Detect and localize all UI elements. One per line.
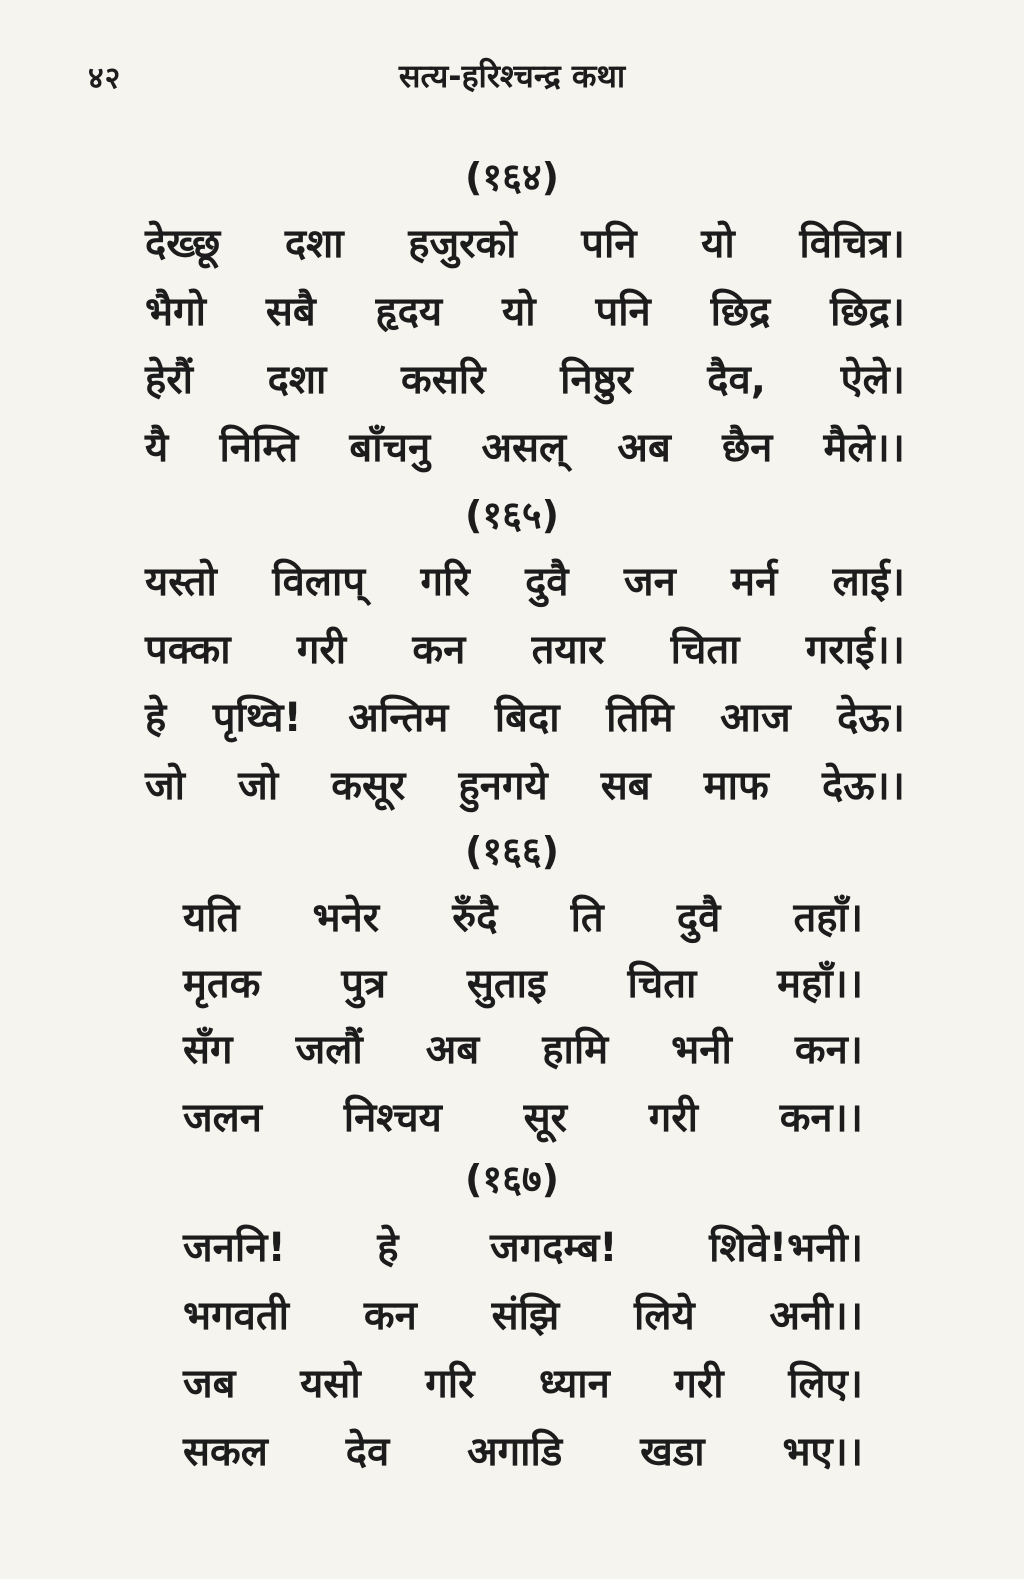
verse-word: अन्तिम bbox=[348, 695, 449, 741]
verse-word: सब bbox=[600, 763, 651, 809]
verse-word: दशा bbox=[284, 221, 344, 267]
verse-word: सँग bbox=[183, 1027, 233, 1073]
verse-word: यस्तो bbox=[145, 559, 217, 605]
verse-word: गरी bbox=[296, 627, 347, 673]
verse-word: जलौं bbox=[295, 1027, 363, 1073]
verse-word: यति bbox=[183, 895, 240, 941]
verse-word: पुत्र bbox=[341, 961, 387, 1007]
verse-word: जननि! bbox=[183, 1225, 286, 1271]
verse-word: पनि bbox=[595, 289, 651, 335]
verse-word: कन bbox=[363, 1293, 417, 1339]
verse-word: भैगो bbox=[145, 289, 206, 335]
verse-word: ऐले। bbox=[840, 357, 905, 403]
verse-number: (१६७) bbox=[464, 1157, 559, 1201]
verse-word: कन।। bbox=[779, 1095, 863, 1141]
verse-word: अगाडि bbox=[467, 1429, 563, 1475]
verse-word: तिमि bbox=[606, 695, 674, 741]
verse-word: निम्ति bbox=[219, 425, 299, 471]
verse-line bbox=[183, 1218, 863, 1273]
verse-word: लिए। bbox=[788, 1361, 863, 1407]
verse-word: कसूर bbox=[331, 763, 406, 809]
verse-word: गरि bbox=[420, 559, 470, 605]
verse-word: चिता bbox=[670, 627, 740, 673]
verse-line bbox=[145, 350, 905, 405]
verse-word: देव bbox=[345, 1429, 390, 1475]
verse-line bbox=[183, 888, 863, 943]
verse-line bbox=[183, 954, 863, 1009]
verse-number: (१६५) bbox=[464, 493, 559, 537]
verse-word: तहाँ। bbox=[793, 895, 863, 941]
verse-word: गरि bbox=[425, 1361, 475, 1407]
verse-word: देऊ। bbox=[837, 695, 905, 741]
verse-word: कन bbox=[412, 627, 466, 673]
verse-line bbox=[145, 552, 905, 607]
verse-word: भनी bbox=[671, 1027, 732, 1073]
verse-line bbox=[145, 688, 905, 743]
verse-line bbox=[183, 1020, 863, 1075]
verse-word: माफ bbox=[703, 763, 769, 809]
verse-word: यसो bbox=[300, 1361, 361, 1407]
verse-word: अब bbox=[425, 1027, 480, 1073]
verse-word: भनेर bbox=[312, 895, 380, 941]
verse-line bbox=[145, 418, 905, 473]
verse-line bbox=[145, 620, 905, 675]
verse-word: सबै bbox=[265, 289, 316, 335]
verse-word: भगवती bbox=[183, 1293, 290, 1339]
verse-word: यै bbox=[145, 425, 169, 471]
verse-word: जो bbox=[145, 763, 186, 809]
verse-word: आज bbox=[720, 695, 791, 741]
verse-word: हृदय bbox=[375, 289, 443, 335]
verse-word: विलाप् bbox=[272, 559, 366, 605]
verse-word: बिदा bbox=[494, 695, 560, 741]
verse-word: सकल bbox=[183, 1429, 268, 1475]
verse-word: संझि bbox=[491, 1293, 560, 1339]
verse-word: जगदम्ब! bbox=[490, 1225, 618, 1271]
verse-line bbox=[183, 1088, 863, 1143]
verse-word: दुवै bbox=[525, 559, 569, 605]
verse-word: जब bbox=[183, 1361, 236, 1407]
verse-word: असल् bbox=[481, 425, 567, 471]
verse-word: विचित्र। bbox=[799, 221, 905, 267]
verse-line bbox=[183, 1354, 863, 1409]
verse-word: छैन bbox=[722, 425, 773, 471]
verse-word: मृतक bbox=[183, 961, 261, 1007]
verse-line bbox=[145, 282, 905, 337]
verse-word: यो bbox=[502, 289, 536, 335]
verse-word: हजुरको bbox=[408, 221, 517, 267]
verse-word: अब bbox=[617, 425, 671, 471]
verse-line bbox=[145, 756, 905, 811]
verse-word: भए।। bbox=[782, 1429, 863, 1475]
verse-word: खडा bbox=[640, 1429, 705, 1475]
verse-number: (१६६) bbox=[464, 829, 559, 873]
verse-line bbox=[183, 1422, 863, 1477]
verse-word: हे bbox=[145, 695, 167, 741]
verse-number: (१६४) bbox=[464, 155, 559, 199]
page-number: ४२ bbox=[88, 61, 122, 96]
verse-word: हे bbox=[377, 1225, 399, 1271]
verse-word: पनि bbox=[581, 221, 637, 267]
verse-word: छिद्र। bbox=[830, 289, 905, 335]
verse-word: अनी।। bbox=[769, 1293, 863, 1339]
verse-word: निष्ठुर bbox=[560, 357, 633, 403]
verse-word: यो bbox=[701, 221, 735, 267]
verse-word: हामि bbox=[542, 1027, 609, 1073]
verse-word: कन। bbox=[794, 1027, 863, 1073]
verse-word: लिये bbox=[634, 1293, 695, 1339]
verse-word: जलन bbox=[183, 1095, 262, 1141]
verse-word: पृथ्वि! bbox=[212, 695, 302, 741]
verse-word: गरी bbox=[648, 1095, 698, 1141]
verse-word: देऊ।। bbox=[821, 763, 905, 809]
verse-word: मैले।। bbox=[823, 425, 905, 471]
verse-word: पक्का bbox=[145, 627, 231, 673]
verse-word: तयार bbox=[531, 627, 605, 673]
verse-word: ति bbox=[570, 895, 604, 941]
verse-word: शिवे!भनी। bbox=[709, 1225, 863, 1271]
verse-word: देख्छू bbox=[145, 221, 221, 267]
verse-word: गराई।। bbox=[805, 627, 905, 673]
verse-line bbox=[145, 214, 905, 269]
verse-word: दैव, bbox=[707, 357, 766, 403]
verse-word: हेरौं bbox=[145, 357, 193, 403]
verse-word: चिता bbox=[627, 961, 697, 1007]
verse-word: लाई। bbox=[832, 559, 905, 605]
verse-word: गरी bbox=[674, 1361, 724, 1407]
verse-word: सुताइ bbox=[466, 961, 547, 1007]
verse-word: रुँदै bbox=[452, 895, 498, 941]
verse-word: छिद्र bbox=[710, 289, 771, 335]
verse-word: हुनगये bbox=[458, 763, 548, 809]
verse-word: कसरि bbox=[401, 357, 486, 403]
verse-word: दशा bbox=[267, 357, 327, 403]
verse-word: सूर bbox=[523, 1095, 568, 1141]
verse-line bbox=[183, 1286, 863, 1341]
verse-word: निश्चय bbox=[343, 1095, 442, 1141]
verse-word: जो bbox=[238, 763, 279, 809]
verse-word: बाँचनु bbox=[349, 425, 431, 471]
verse-word: मर्न bbox=[731, 559, 778, 605]
verse-word: जन bbox=[623, 559, 676, 605]
running-title: सत्य-हरिश्चन्द्र कथा bbox=[398, 57, 626, 95]
verse-word: महाँ।। bbox=[777, 961, 863, 1007]
verse-word: दुवै bbox=[676, 895, 721, 941]
verse-word: ध्यान bbox=[539, 1361, 610, 1407]
